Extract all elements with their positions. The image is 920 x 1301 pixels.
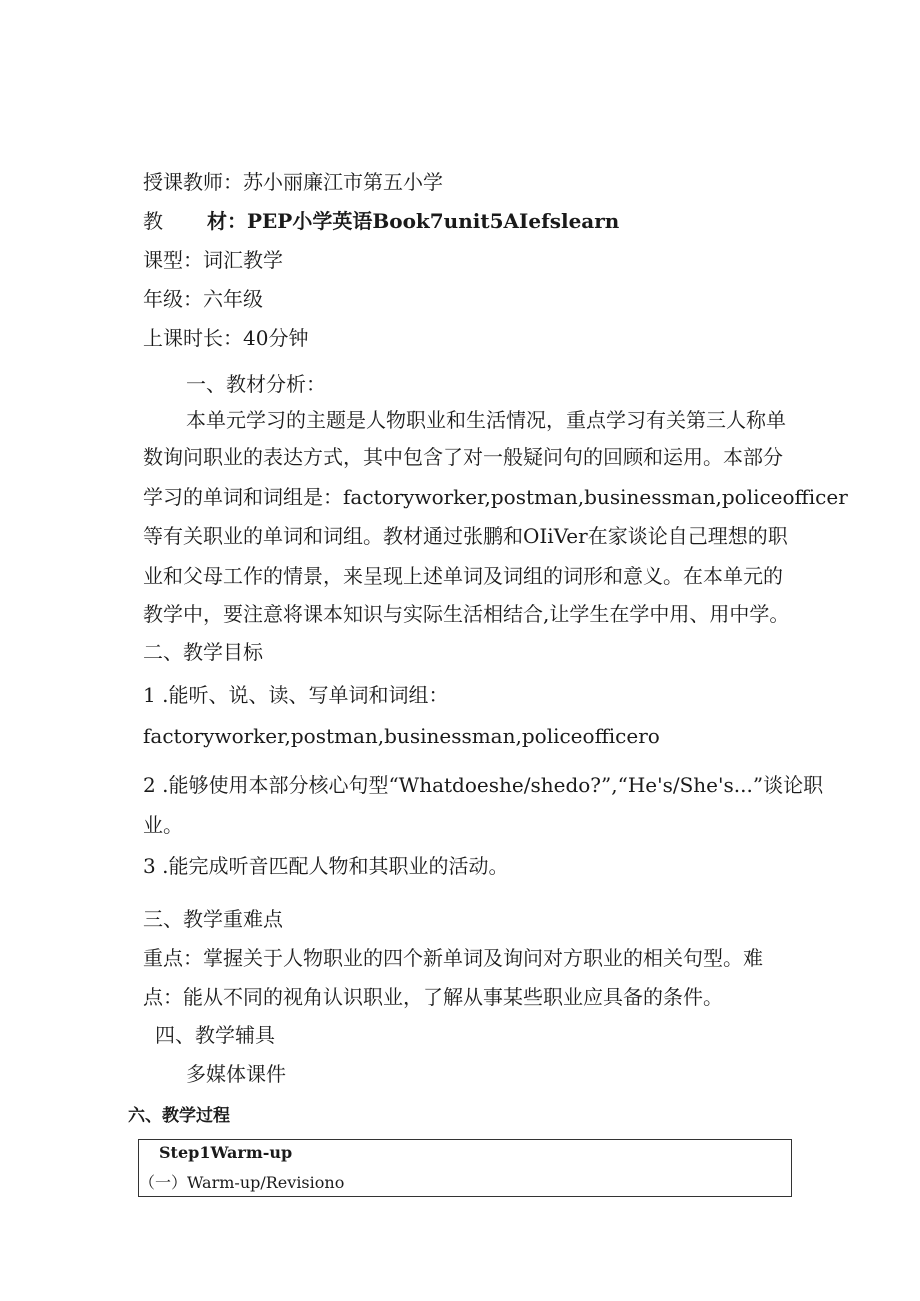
objective-3: 3 .能完成听音匹配人物和其职业的活动。	[143, 854, 509, 878]
teaching-process-table	[138, 1139, 792, 1197]
section1-para-line: 学习的单词和词组是：factoryworker,postman,businessman,policeofficer	[143, 485, 848, 509]
lesson-type-line: 课型：词汇教学	[143, 248, 283, 272]
step-subtitle: （一）Warm-up/Revisiono	[139, 1173, 345, 1192]
step-title: Step1Warm-up	[159, 1143, 293, 1162]
teaching-aids: 多媒体课件	[186, 1062, 286, 1086]
objective-2-cont: 业。	[143, 813, 183, 837]
section1-para-line: 数询问职业的表达方式，其中包含了对一般疑问句的回顾和运用。本部分	[143, 445, 783, 469]
section1-para-line: 等有关职业的单词和词组。教材通过张鹏和OIiVer在家谈论自己理想的职	[143, 524, 788, 548]
objective-1: 1 .能听、说、读、写单词和词组：	[143, 683, 449, 707]
section1-para-line: 业和父母工作的情景，来呈现上述单词及词组的词形和意义。在本单元的	[143, 564, 783, 588]
section2-title: 二、教学目标	[143, 640, 263, 664]
key-points-line: 重点：掌握关于人物职业的四个新单词及询问对方职业的相关句型。难	[143, 946, 763, 970]
material-label: 教	[143, 209, 163, 233]
section4-title: 四、教学辅具	[155, 1023, 275, 1047]
section3-title: 三、教学重难点	[143, 907, 283, 931]
material-value: PEP小学英语Book7unit5AIefslearn	[247, 209, 620, 233]
section6-title: 六、教学过程	[128, 1106, 230, 1126]
material-label-2: 材：	[207, 209, 247, 233]
section1-para-line: 教学中，要注意将课本知识与实际生活相结合,让学生在学中用、用中学。	[143, 602, 790, 626]
difficult-points-line: 点：能从不同的视角认识职业，了解从事某些职业应具备的条件。	[143, 985, 723, 1009]
material-line	[143, 207, 619, 235]
grade-line: 年级：六年级	[143, 287, 263, 311]
section1-title: 一、教材分析：	[186, 372, 326, 396]
teacher-line: 授课教师：苏小丽廉江市第五小学	[143, 170, 443, 194]
duration-line: 上课时长：40分钟	[143, 326, 309, 350]
objective-1-words: factoryworker,postman,businessman,policeofficero	[143, 724, 660, 748]
section1-para-line: 本单元学习的主题是人物职业和生活情况，重点学习有关第三人称单	[186, 408, 786, 432]
objective-2: 2 .能够使用本部分核心句型“Whatdoeshe/shedo?”,“He's/She's...”谈论职	[143, 773, 824, 797]
